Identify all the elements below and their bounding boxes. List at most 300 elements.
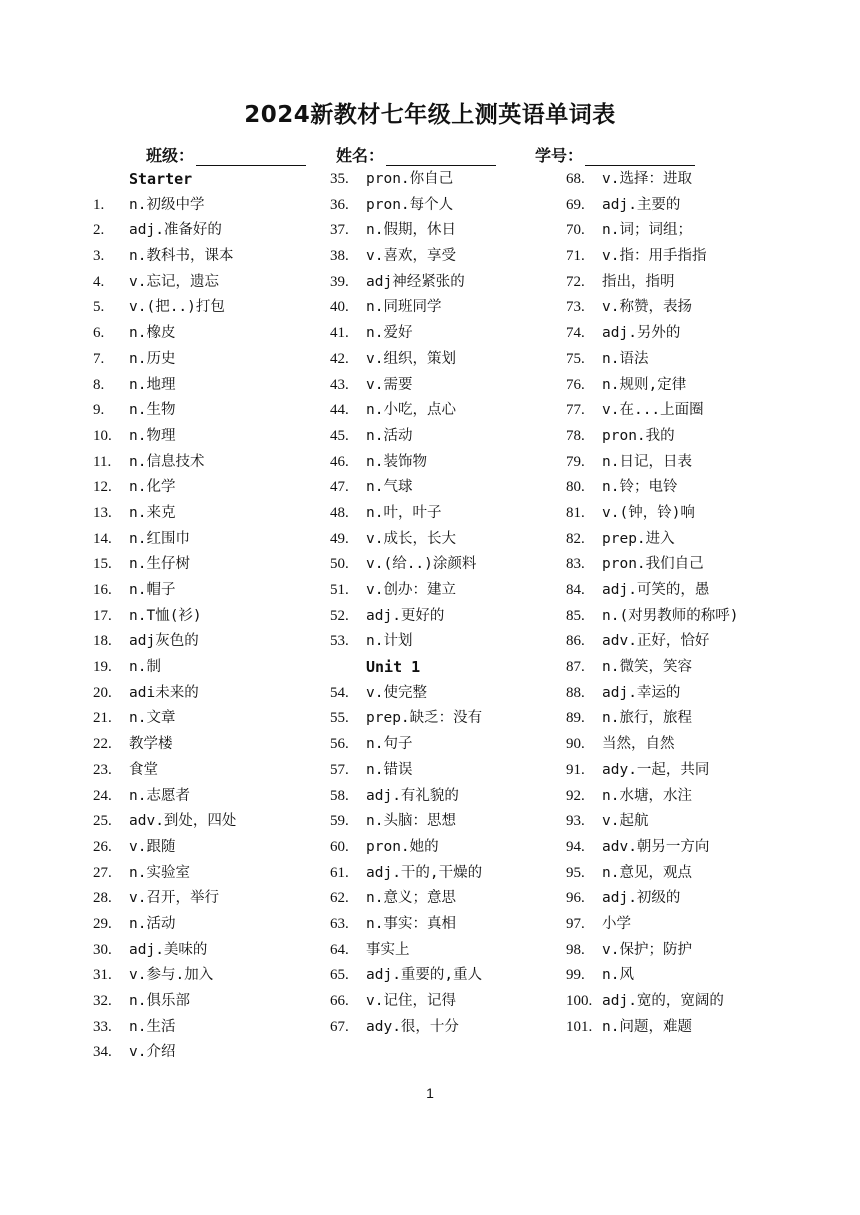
vocab-item <box>566 989 826 1015</box>
vocab-item <box>566 295 826 321</box>
vocab-item <box>330 450 560 476</box>
student-info <box>0 143 860 167</box>
item-meaning: n.小吃，点心 <box>366 402 456 419</box>
item-meaning: n.橡皮 <box>129 325 176 342</box>
item-number: 66. <box>330 993 349 1009</box>
item-meaning: v.需要 <box>366 376 413 393</box>
vocab-item <box>93 732 323 758</box>
item-meaning: 教学楼 <box>129 736 173 753</box>
vocab-item <box>330 629 560 655</box>
item-number: 5. <box>93 299 105 316</box>
item-number: 64. <box>330 941 349 958</box>
vocab-item <box>93 424 323 450</box>
vocab-item <box>330 604 560 630</box>
vocab-item <box>566 706 826 732</box>
item-number: 83. <box>566 556 585 573</box>
item-meaning: n.意见，观点 <box>602 864 692 881</box>
item-meaning: n.志愿者 <box>129 787 190 804</box>
item-number: 37. <box>330 222 349 239</box>
item-meaning: n.信息技术 <box>129 453 205 470</box>
item-meaning: n.日记，日表 <box>602 453 692 470</box>
item-meaning: adj神经紧张的 <box>366 273 465 290</box>
vocab-item <box>566 501 826 527</box>
class-label: 班级： <box>146 146 195 165</box>
item-number: 32. <box>93 993 112 1009</box>
item-meaning: n.计划 <box>366 633 413 650</box>
item-number: 46. <box>330 453 349 470</box>
item-meaning: v.保护；防护 <box>602 941 692 958</box>
item-meaning: v.召开，举行 <box>129 890 219 907</box>
item-meaning: n.风 <box>602 967 634 984</box>
vocab-item <box>93 1040 323 1066</box>
item-meaning: v.组织，策划 <box>366 350 456 367</box>
item-meaning: n.旅行，旅程 <box>602 710 692 727</box>
vocab-item <box>93 501 323 527</box>
vocab-item <box>330 835 560 861</box>
item-meaning: v.在...上面圈 <box>602 402 704 419</box>
item-number: 12. <box>93 479 112 496</box>
item-number: 70. <box>566 222 585 239</box>
vocab-item <box>93 347 323 373</box>
item-number: 57. <box>330 761 349 778</box>
item-number: 34. <box>93 1044 112 1061</box>
item-number: 58. <box>330 787 349 804</box>
item-meaning: n.红围巾 <box>129 530 190 547</box>
vocab-item <box>93 244 323 270</box>
item-number: 48. <box>330 504 349 521</box>
name-blank[interactable] <box>386 147 496 166</box>
vocab-item <box>566 193 826 219</box>
item-meaning: adj.重要的,重人 <box>366 967 483 984</box>
item-number: 84. <box>566 582 585 598</box>
vocab-item <box>330 784 560 810</box>
vocab-item <box>566 835 826 861</box>
item-meaning: v.称赞，表扬 <box>602 299 692 316</box>
vocab-item <box>566 347 826 373</box>
item-number: 63. <box>330 915 349 932</box>
item-number: 47. <box>330 479 349 496</box>
item-number: 28. <box>93 890 112 907</box>
item-meaning: adj.主要的 <box>602 196 681 213</box>
vocab-item <box>330 270 560 296</box>
item-meaning: n.意义；意思 <box>366 890 456 907</box>
vocab-item <box>93 706 323 732</box>
item-number: 97. <box>566 915 585 932</box>
item-number: 42. <box>330 350 349 367</box>
item-number: 14. <box>93 530 112 547</box>
item-meaning: v.参与.加入 <box>129 967 214 984</box>
item-number: 33. <box>93 1018 112 1035</box>
item-meaning: n.语法 <box>602 350 649 367</box>
vocab-item <box>330 732 560 758</box>
item-number: 76. <box>566 376 585 393</box>
vocab-item <box>93 989 323 1015</box>
item-meaning: adj.幸运的 <box>602 684 681 701</box>
item-number: 60. <box>330 838 349 855</box>
item-meaning: n.教科书，课本 <box>129 248 234 265</box>
section-heading: Unit 1 <box>366 658 421 677</box>
vocab-item <box>330 861 560 887</box>
item-number: 27. <box>93 864 112 881</box>
item-meaning: pron.我的 <box>602 427 675 444</box>
item-meaning: n.词；词组； <box>602 222 692 239</box>
item-number: 72. <box>566 273 585 290</box>
item-meaning: v.起航 <box>602 813 649 830</box>
item-meaning: v.(把..)打包 <box>129 299 225 316</box>
vocab-item <box>330 373 560 399</box>
vocab-item <box>566 938 826 964</box>
vocab-item <box>566 681 826 707</box>
vocab-item <box>566 527 826 553</box>
item-meaning: n.活动 <box>366 427 413 444</box>
item-meaning: 指出，指明 <box>602 273 675 290</box>
item-meaning: adj.更好的 <box>366 607 445 624</box>
item-number: 89. <box>566 710 585 727</box>
vocab-item <box>93 886 323 912</box>
vocab-item <box>93 398 323 424</box>
item-meaning: n.铃；电铃 <box>602 479 678 496</box>
vocab-item <box>330 963 560 989</box>
item-meaning: 事实上 <box>366 941 410 958</box>
vocab-item <box>93 963 323 989</box>
item-number: 54. <box>330 684 349 701</box>
item-number: 16. <box>93 582 112 598</box>
item-number: 90. <box>566 736 585 753</box>
vocab-item <box>566 963 826 989</box>
item-meaning: adv.正好，恰好 <box>602 633 710 650</box>
item-number: 95. <box>566 864 585 881</box>
item-meaning: n.物理 <box>129 427 176 444</box>
vocab-item <box>566 321 826 347</box>
item-meaning: 食堂 <box>129 761 158 778</box>
item-meaning: pron.每个人 <box>366 196 454 213</box>
vocab-item <box>93 193 323 219</box>
vocab-item <box>330 501 560 527</box>
item-meaning: ady.很，十分 <box>366 1018 459 1035</box>
item-number: 61. <box>330 864 349 881</box>
item-number: 9. <box>93 402 105 419</box>
vocab-column-3 <box>566 167 826 1040</box>
item-number: 80. <box>566 479 585 496</box>
item-meaning: adj.有礼貌的 <box>366 787 459 804</box>
item-meaning: adj灰色的 <box>129 633 199 650</box>
item-number: 36. <box>330 196 349 213</box>
vocab-item <box>93 218 323 244</box>
item-meaning: v.介绍 <box>129 1044 176 1061</box>
vocab-item <box>566 552 826 578</box>
item-meaning: adi未来的 <box>129 684 199 701</box>
item-number: 2. <box>93 222 105 239</box>
vocab-item <box>93 552 323 578</box>
item-meaning: n.事实：真相 <box>366 915 456 932</box>
vocab-item <box>93 1015 323 1041</box>
item-number: 55. <box>330 710 349 727</box>
item-meaning: n.微笑，笑容 <box>602 659 692 676</box>
item-number: 6. <box>93 325 105 342</box>
vocab-item <box>566 578 826 604</box>
item-meaning: v.记住，记得 <box>366 993 456 1009</box>
item-number: 91. <box>566 761 585 778</box>
item-meaning: n.地理 <box>129 376 176 393</box>
section-heading: Starter <box>129 170 193 188</box>
vocab-item <box>330 244 560 270</box>
item-number: 52. <box>330 607 349 624</box>
item-meaning: v.跟随 <box>129 838 176 855</box>
vocab-item <box>566 732 826 758</box>
vocab-item <box>330 809 560 835</box>
item-number: 15. <box>93 556 112 573</box>
vocab-item <box>330 552 560 578</box>
item-meaning: n.水塘，水注 <box>602 787 692 804</box>
item-number: 69. <box>566 196 585 213</box>
vocab-item <box>330 989 560 1015</box>
item-number: 25. <box>93 813 112 830</box>
item-number: 13. <box>93 504 112 521</box>
item-meaning: n.头脑：思想 <box>366 813 456 830</box>
item-number: 74. <box>566 325 585 342</box>
vocab-item <box>93 270 323 296</box>
item-meaning: n.化学 <box>129 479 176 496</box>
item-number: 1. <box>93 196 105 213</box>
item-number: 23. <box>93 761 112 778</box>
vocab-column-2 <box>330 167 560 1040</box>
item-number: 22. <box>93 736 112 753</box>
vocab-item <box>93 938 323 964</box>
name-label: 姓名： <box>336 146 385 165</box>
vocab-item <box>330 475 560 501</box>
item-number: 41. <box>330 325 349 342</box>
item-meaning: prep.进入 <box>602 530 675 547</box>
item-meaning: adj.可笑的，愚 <box>602 582 710 598</box>
item-meaning: v.使完整 <box>366 684 427 701</box>
item-number: 71. <box>566 248 585 265</box>
vocab-item <box>566 629 826 655</box>
vocab-item <box>566 373 826 399</box>
item-meaning: v.喜欢，享受 <box>366 248 456 265</box>
item-meaning: ady.一起，共同 <box>602 761 710 778</box>
item-meaning: n.来克 <box>129 504 176 521</box>
item-number: 31. <box>93 967 112 984</box>
item-meaning: n.装饰物 <box>366 453 427 470</box>
item-number: 75. <box>566 350 585 367</box>
item-meaning: adj.准备好的 <box>129 222 222 239</box>
vocab-item <box>93 450 323 476</box>
item-meaning: pron.你自己 <box>366 171 454 187</box>
item-number: 53. <box>330 633 349 650</box>
item-number: 51. <box>330 582 349 598</box>
item-number: 62. <box>330 890 349 907</box>
vocab-item <box>93 758 323 784</box>
item-number: 19. <box>93 659 112 676</box>
item-number: 26. <box>93 838 112 855</box>
vocab-item <box>566 655 826 681</box>
vocab-column-1 <box>93 167 323 1066</box>
vocab-item <box>93 912 323 938</box>
item-number: 96. <box>566 890 585 907</box>
item-meaning: n.规则,定律 <box>602 376 687 393</box>
vocab-item <box>566 218 826 244</box>
item-number: 101. <box>566 1018 593 1035</box>
vocab-item <box>93 604 323 630</box>
item-meaning: pron.我们自己 <box>602 556 704 573</box>
item-number: 99. <box>566 967 585 984</box>
vocab-item <box>330 527 560 553</box>
item-number: 86. <box>566 633 585 650</box>
student-id-blank[interactable] <box>585 147 695 166</box>
vocab-item <box>566 270 826 296</box>
vocab-item <box>330 193 560 219</box>
vocab-item <box>93 835 323 861</box>
vocab-item <box>566 450 826 476</box>
item-number: 35. <box>330 171 349 187</box>
item-meaning: n.活动 <box>129 915 176 932</box>
item-meaning: n.生物 <box>129 402 176 419</box>
item-meaning: v.成长，长大 <box>366 530 456 547</box>
item-meaning: n.生仔树 <box>129 556 190 573</box>
vocab-item <box>330 706 560 732</box>
vocab-item <box>330 578 560 604</box>
student-id-field[interactable] <box>535 143 695 166</box>
item-number: 24. <box>93 787 112 804</box>
vocab-item <box>566 475 826 501</box>
vocab-item <box>566 167 826 193</box>
item-number: 56. <box>330 736 349 753</box>
item-meaning: adv.朝另一方向 <box>602 838 710 855</box>
vocab-item <box>93 629 323 655</box>
item-number: 49. <box>330 530 349 547</box>
item-meaning: n.气球 <box>366 479 413 496</box>
item-meaning: n.句子 <box>366 736 413 753</box>
vocab-item <box>330 347 560 373</box>
vocab-item <box>93 809 323 835</box>
item-number: 18. <box>93 633 112 650</box>
item-number: 3. <box>93 248 105 265</box>
item-meaning: n.(对男教师的称呼) <box>602 607 739 624</box>
vocab-item <box>93 373 323 399</box>
item-number: 78. <box>566 427 585 444</box>
item-meaning: adj.美味的 <box>129 941 208 958</box>
item-number: 45. <box>330 427 349 444</box>
item-meaning: v.选择：进取 <box>602 171 692 187</box>
item-number: 40. <box>330 299 349 316</box>
vocab-item <box>330 424 560 450</box>
item-number: 44. <box>330 402 349 419</box>
item-meaning: v.指：用手指指 <box>602 248 707 265</box>
item-meaning: pron.她的 <box>366 838 439 855</box>
item-number: 81. <box>566 504 585 521</box>
vocab-item <box>566 424 826 450</box>
class-field[interactable] <box>146 143 306 166</box>
vocab-item <box>330 398 560 424</box>
item-meaning: adj.宽的，宽阔的 <box>602 993 724 1009</box>
item-meaning: v.(钟，铃)响 <box>602 504 695 521</box>
item-number: 93. <box>566 813 585 830</box>
item-number: 77. <box>566 402 585 419</box>
item-number: 29. <box>93 915 112 932</box>
vocab-item <box>566 398 826 424</box>
item-meaning: v.忘记，遗忘 <box>129 273 219 290</box>
vocab-item <box>566 1015 826 1041</box>
vocab-item <box>330 1015 560 1041</box>
item-meaning: prep.缺乏：没有 <box>366 710 483 727</box>
item-number: 4. <box>93 273 105 290</box>
vocab-item <box>566 604 826 630</box>
vocab-item <box>566 861 826 887</box>
item-number: 8. <box>93 376 105 393</box>
vocab-item <box>93 321 323 347</box>
item-meaning: adv.到处，四处 <box>129 813 237 830</box>
vocab-item <box>566 912 826 938</box>
item-number: 17. <box>93 607 112 624</box>
item-meaning: adj.初级的 <box>602 890 681 907</box>
item-meaning: n.制 <box>129 659 161 676</box>
class-blank[interactable] <box>196 147 306 166</box>
item-meaning: n.生活 <box>129 1018 176 1035</box>
item-meaning: n.帽子 <box>129 582 176 598</box>
item-meaning: 当然，自然 <box>602 736 675 753</box>
item-number: 10. <box>93 427 112 444</box>
vocab-item <box>330 886 560 912</box>
item-meaning: n.俱乐部 <box>129 993 190 1009</box>
page-number: 1 <box>426 1085 434 1101</box>
item-number: 68. <box>566 171 585 187</box>
vocab-item <box>566 809 826 835</box>
vocab-item <box>330 295 560 321</box>
item-meaning: n.问题，难题 <box>602 1018 692 1035</box>
vocab-item <box>93 681 323 707</box>
item-number: 85. <box>566 607 585 624</box>
item-number: 38. <box>330 248 349 265</box>
vocab-item <box>330 167 560 193</box>
vocab-item <box>330 218 560 244</box>
item-number: 94. <box>566 838 585 855</box>
vocab-item <box>330 938 560 964</box>
vocab-item <box>93 578 323 604</box>
item-number: 92. <box>566 787 585 804</box>
item-number: 39. <box>330 273 349 290</box>
item-number: 43. <box>330 376 349 393</box>
vocab-item <box>330 681 560 707</box>
item-number: 21. <box>93 710 112 727</box>
vocab-item <box>566 886 826 912</box>
vocab-item <box>330 912 560 938</box>
item-number: 88. <box>566 684 585 701</box>
item-meaning: n.T恤(衫) <box>129 607 202 624</box>
student-id-label: 学号： <box>535 146 584 165</box>
item-meaning: v.(给..)涂颜料 <box>366 556 477 573</box>
item-number: 7. <box>93 350 105 367</box>
item-number: 87. <box>566 659 585 676</box>
item-number: 20. <box>93 684 112 701</box>
item-meaning: n.假期，休日 <box>366 222 456 239</box>
item-meaning: 小学 <box>602 915 631 932</box>
item-number: 73. <box>566 299 585 316</box>
item-meaning: n.同班同学 <box>366 299 442 316</box>
page-title: 2024新教材七年级上测英语单词表 <box>244 102 616 128</box>
item-number: 65. <box>330 967 349 984</box>
vocab-item <box>93 655 323 681</box>
item-meaning: v.创办：建立 <box>366 582 456 598</box>
item-number: 11. <box>93 453 112 470</box>
vocab-item <box>93 475 323 501</box>
item-number: 79. <box>566 453 585 470</box>
item-meaning: n.初级中学 <box>129 196 205 213</box>
name-field[interactable] <box>336 143 496 166</box>
vocab-item <box>566 784 826 810</box>
item-meaning: n.错误 <box>366 761 413 778</box>
item-meaning: n.文章 <box>129 710 176 727</box>
vocab-item <box>93 295 323 321</box>
